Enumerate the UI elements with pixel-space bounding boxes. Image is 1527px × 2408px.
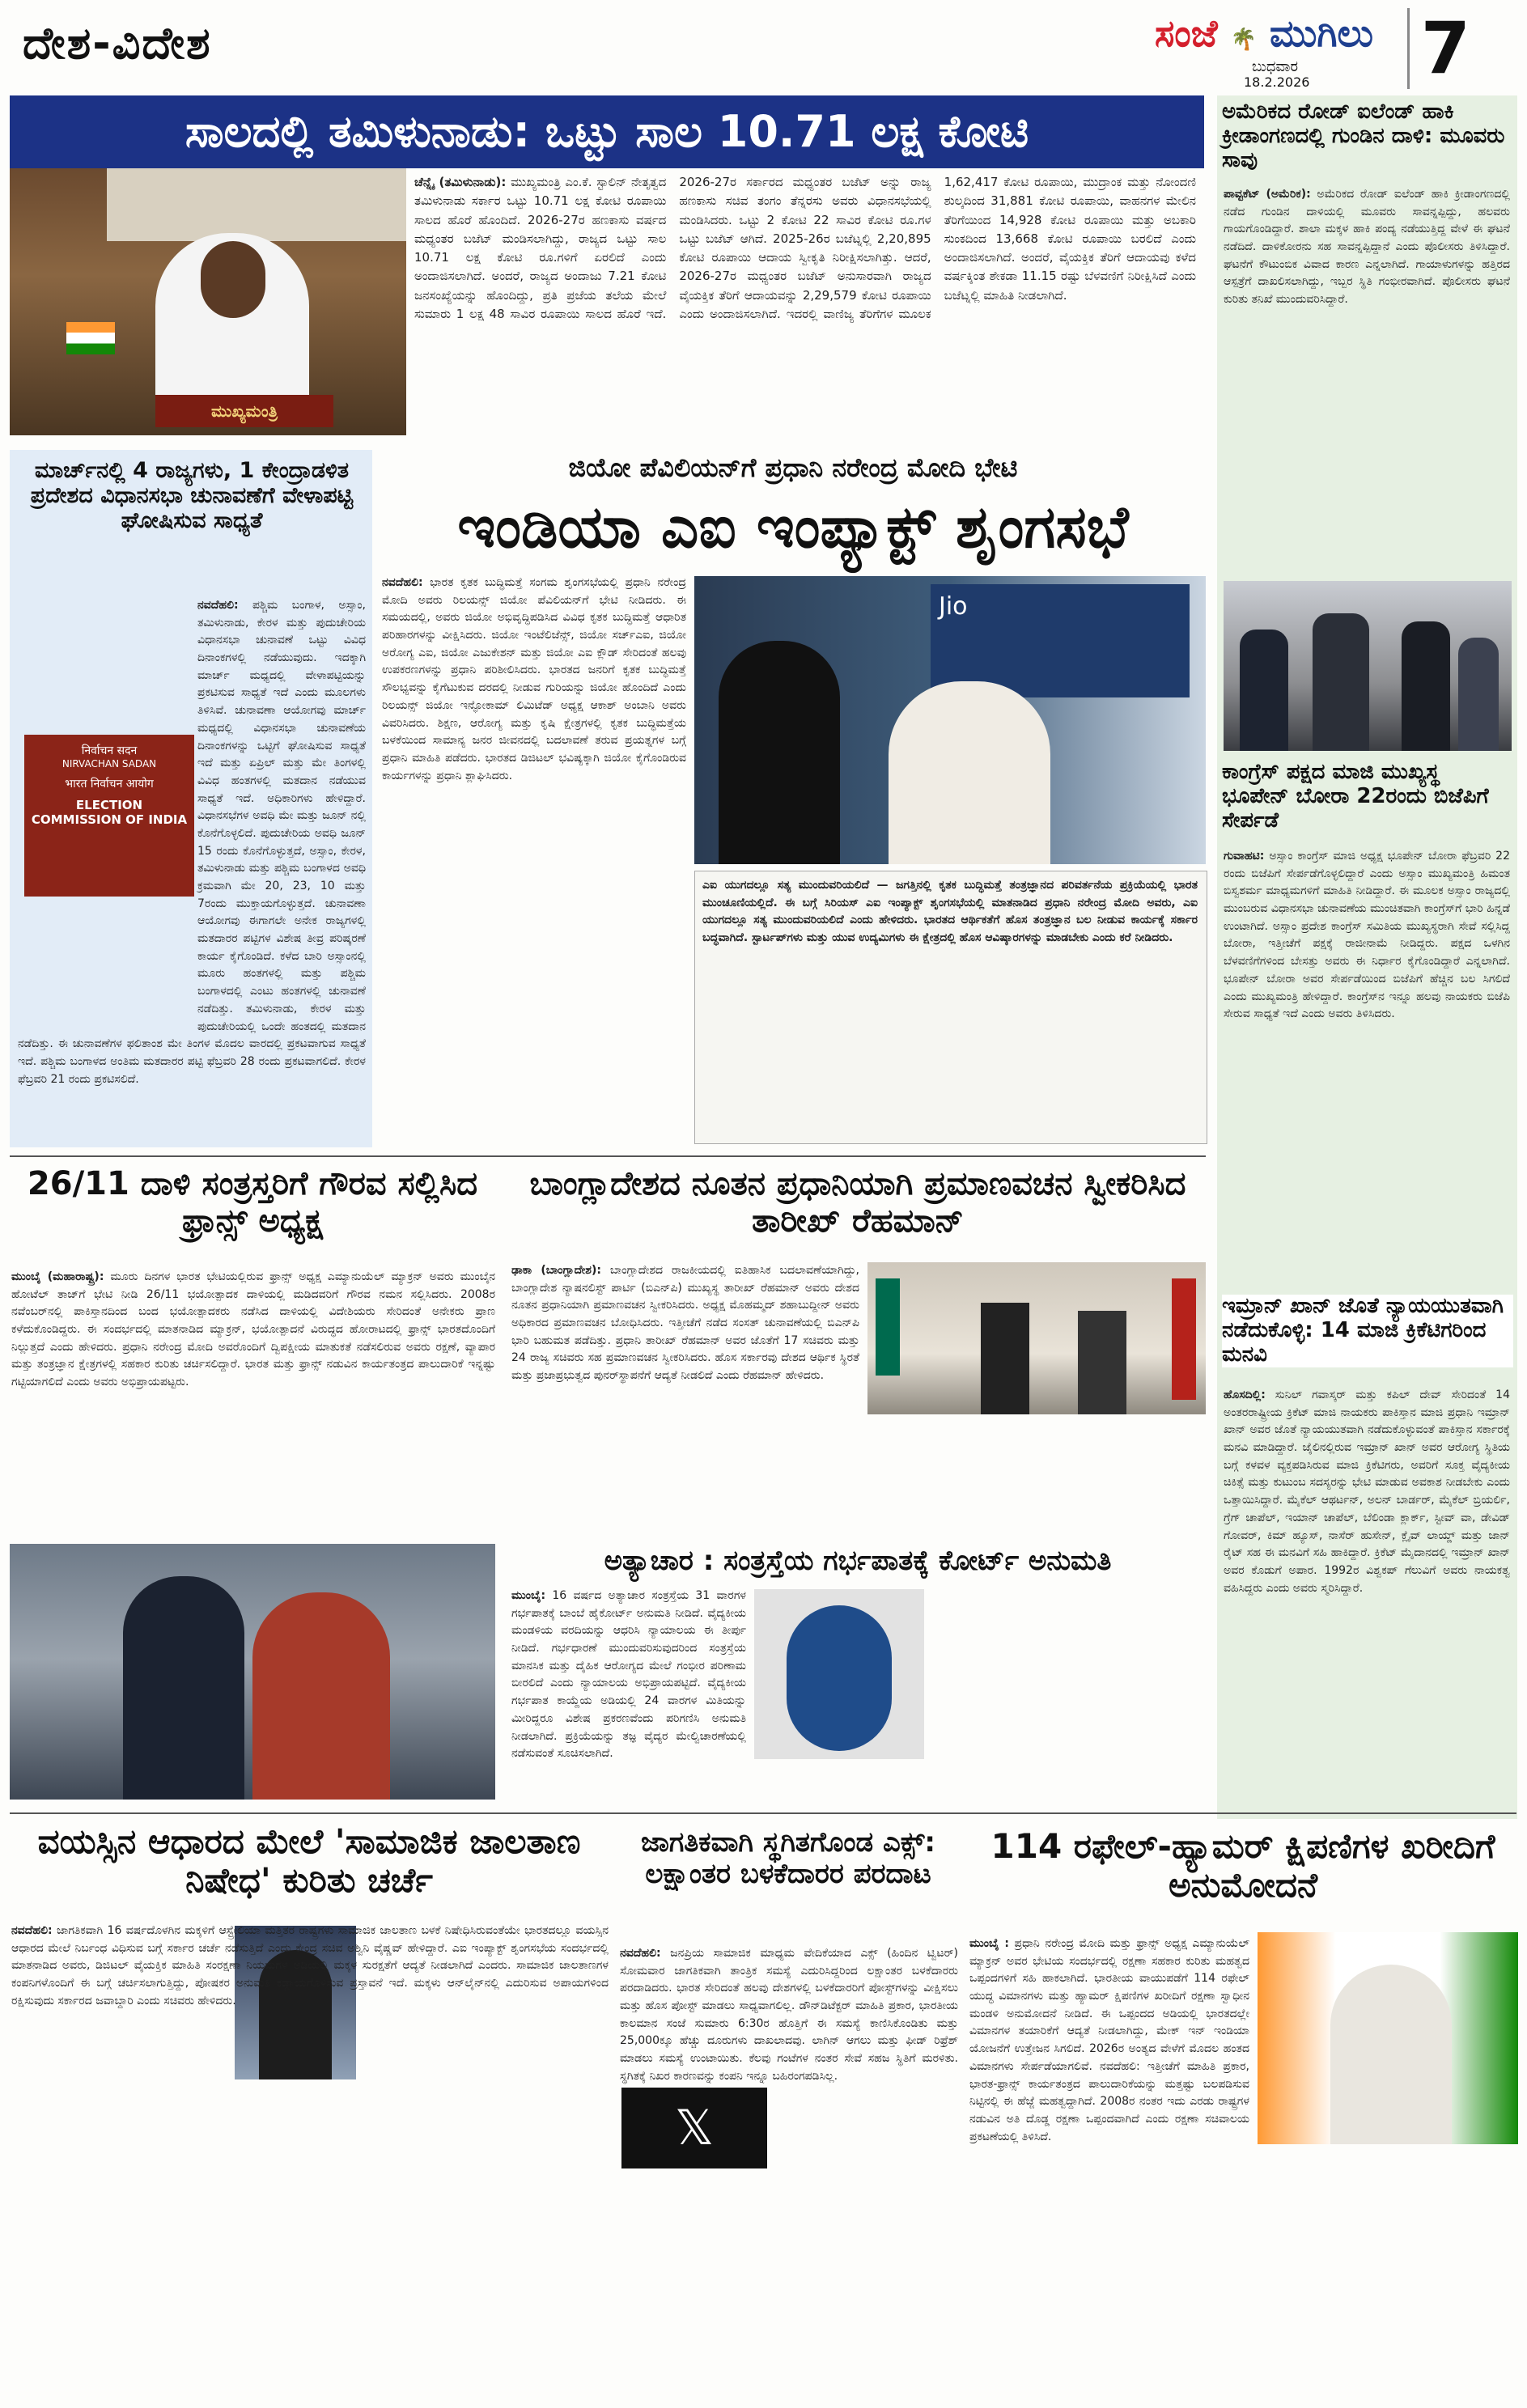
person-figure (719, 641, 840, 864)
congress-dateline: ಗುವಾಹಟಿ: (1224, 850, 1265, 863)
person-figure (1240, 630, 1288, 751)
lead-body (414, 173, 1196, 434)
imran-headline: ಇಮ್ರಾನ್ ಖಾನ್ ಜೊತೆ ನ್ಯಾಯಯುತವಾಗಿ ನಡೆದುಕೊಳ್ಳಿ: 14 ಮಾಜಿ ಕ್ರಿಕೆಟಿಗರಿಂದ ಮನವಿ (1222, 1295, 1513, 1367)
photo-caption: ಮುಖ್ಯಮಂತ್ರಿ (155, 395, 333, 427)
summit-headline: ಇಂಡಿಯಾ ಎಐ ಇಂಪ್ಯಾಕ್ಟ್ ಶೃಂಗಸಭೆ (457, 493, 1129, 561)
brand-logo (1155, 11, 1373, 57)
person-figure (1402, 621, 1450, 751)
flag-icon (876, 1278, 900, 1376)
france-body (11, 1269, 495, 1536)
summit-box-text: ಎಐ ಯುಗದಲ್ಲೂ ಸತ್ಯ ಮುಂದುವರಿಯಲಿದೆ — ಜಗತ್ತಿನಲ್ಲಿ ಕೃತಕ ಬುದ್ಧಿಮತ್ತೆ ತಂತ್ರಜ್ಞಾನದ ಪರಿವರ್ತನೆಯ ಪ್ರಕ್ರಿಯೆಯಲ್ಲಿ ಭಾರತ ಮುಂಚೂಣಿಯಲ್ಲಿದೆ. ಈ ಬಗ್ಗೆ ಸಿರಿಯಸ್ ಎಐ ಇಂಪ್ಯಾಕ್ಟ್ ಶೃಂಗಸಭೆಯಲ್ಲಿ ಮಾತನಾಡಿದ ಪ್ರಧಾನಿ ನರೇಂದ್ರ ಮೋದಿ ಅವರು, ಎಐ ಯುಗದಲ್ಲೂ ಸತ್ಯ ಮುಂದುವರಿಯಲಿದೆ ಎಂದು ಹೇಳಿದರು. ಭಾರತದ ಆರ್ಥಿಕತೆಗೆ ಹೊಸ ತಂತ್ರಜ್ಞಾನ ಬಲ ನೀಡುವ ಕಾರ್ಯಕ್ಕೆ ಸರ್ಕಾರ ಬದ್ಧವಾಗಿದೆ. ಸ್ಟಾರ್ಟಪ್‌ಗಳು ಮತ್ತು ಯುವ ಉದ್ಯಮಿಗಳು ಈ ಕ್ಷೇತ್ರದಲ್ಲಿ ಹೊಸ ಆವಿಷ್ಕಾರಗಳನ್ನು ಮಾಡಬೇಕು ಎಂದು ಕರೆ ನೀಡಿದರು. (702, 879, 1198, 945)
court-body-cont (932, 1588, 1206, 1800)
congress-text: ಅಸ್ಸಾಂ ಕಾಂಗ್ರೆಸ್ ಮಾಜಿ ಅಧ್ಯಕ್ಷ ಭೂಪೇನ್ ಬೋರಾ ಫೆಬ್ರವರಿ 22 ರಂದು ಬಿಜೆಪಿಗೆ ಸೇರ್ಪಡೆಗೊಳ್ಳಲಿದ್ದಾರೆ ಎಂದು ಅಸ್ಸಾಂ ಮುಖ್ಯಮಂತ್ರಿ ಹಿಮಂತ ಬಿಸ್ವಶರ್ಮ ಮಾಧ್ಯಮಗಳಿಗೆ ಮಾಹಿತಿ ನೀಡಿದ್ದಾರೆ. ಈ ಮೂಲಕ ಅಸ್ಸಾಂ ರಾಜ್ಯದಲ್ಲಿ ಮುಂಬರುವ ವಿಧಾನಸಭಾ ಚುನಾವಣೆಯ ಮುಂಚಿತವಾಗಿ ಕಾಂಗ್ರೆಸ್‌ಗೆ ಭಾರಿ ಹಿನ್ನಡೆ ಉಂಟಾಗಿದೆ. ಅಸ್ಸಾಂ ಪ್ರದೇಶ ಕಾಂಗ್ರೆಸ್ ಸಮಿತಿಯ ಮುಖ್ಯಸ್ಥರಾಗಿ ಸೇವೆ ಸಲ್ಲಿಸಿದ್ದ ಬೋರಾ, ಇತ್ತೀಚೆಗೆ ಪಕ್ಷಕ್ಕೆ ರಾಜೀನಾಮೆ ನೀಡಿದ್ದರು. ಪಕ್ಷದ ಒಳಗಿನ ಬೆಳವಣಿಗೆಗಳಿಂದ ಬೇಸತ್ತು ಅವರು ಈ ನಿರ್ಧಾರ ಕೈಗೊಂಡಿದ್ದಾರೆ ಎನ್ನಲಾಗಿದೆ. ಭೂಪೇನ್ ಬೋರಾ ಅವರ ಸೇರ್ಪಡೆಯಿಂದ ಬಿಜೆಪಿಗೆ ಹೆಚ್ಚಿನ ಬಲ ಸಿಗಲಿದೆ ಎಂದು ಮುಖ್ಯಮಂತ್ರಿ ಹೇಳಿದ್ದಾರೆ. ಕಾಂಗ್ರೆಸ್‌ನ ಇನ್ನೂ ಹಲವು ನಾಯಕರು ಬಿಜೆಪಿ ಸೇರುವ ಸಾಧ್ಯತೆ ಇದೆ ಎಂದು ಅವರು ತಿಳಿಸಿದರು. (1224, 850, 1510, 1021)
summit-body (382, 574, 686, 1145)
rafale-dateline: ಮುಂಬೈ : (969, 1937, 1009, 1950)
summit-kicker: ಜಿಯೋ ಪೆವಿಲಿಯನ್‌ಗೆ ಪ್ರಧಾನಿ ನರೇಂದ್ರ ಮೋದಿ ಭೇಟಿ (568, 452, 1018, 483)
imran-dateline: ಹೊಸದಿಲ್ಲಿ: (1224, 1388, 1266, 1401)
elections-body (18, 597, 366, 1139)
lead-dateline: ಚೆನ್ನೈ (ತಮಿಳುನಾಡು): (414, 175, 507, 189)
rafale-headline: 114 ರಫೇಲ್-ಹ್ಯಾಮರ್ ಕ್ಷಿಪಣಿಗಳ ಖರೀದಿಗೆ ಅನುಮೋದನೆ (990, 1826, 1495, 1906)
court-photo (754, 1589, 924, 1759)
issue-day: ಬುಧವಾರ (1252, 58, 1298, 75)
social-headline: ವಯಸ್ಸಿನ ಆಧಾರದ ಮೇಲೆ 'ಸಾಮಾಜಿಕ ಜಾಲತಾಣ ನಿಷೇಧ' ಕುರಿತು ಚರ್ಚೆ (37, 1821, 581, 1901)
summit-photo (694, 576, 1206, 864)
x-headline: ಜಾಗತಿಕವಾಗಿ ಸ್ಥಗಿತಗೊಂಡ ಎಕ್ಸ್: ಲಕ್ಷಾಂತರ ಬಳಕೆದಾರರ ಪರದಾಟ (641, 1826, 935, 1891)
flag-icon (66, 322, 115, 354)
person-head (201, 241, 265, 318)
palm-icon: 🌴 (1230, 28, 1257, 52)
person-figure (981, 1303, 1029, 1414)
sign-line-1: निर्वाचन सदन (81, 744, 138, 757)
elections-headline: ಮಾರ್ಚ್‌ನಲ್ಲಿ 4 ರಾಜ್ಯಗಳು, 1 ಕೇಂದ್ರಾಡಳಿತ ಪ್ರದೇಶದ ವಿಧಾನಸಭಾ ಚುನಾವಣೆಗೆ ವೇಳಾಪಟ್ಟಿ ಘೋಷಿಸುವ ಸಾಧ್ಯತೆ (30, 458, 354, 534)
sign-line-4: ELECTION COMMISSION OF INDIA (31, 798, 188, 827)
flag-icon (1172, 1278, 1196, 1400)
summit-text: ಭಾರತ ಕೃತಕ ಬುದ್ಧಿಮತ್ತೆ ಸಂಗಮ ಶೃಂಗಸಭೆಯಲ್ಲಿ ಪ್ರಧಾನಿ ನರೇಂದ್ರ ಮೋದಿ ಅವರು ರಿಲಯನ್ಸ್ ಜಿಯೋ ಪೆವಿಲಿಯನ್‌ಗೆ ಭೇಟಿ ನೀಡಿದರು. ಈ ಸಮಯದಲ್ಲಿ, ಅವರು ಜಿಯೋ ಅಭಿವೃದ್ಧಿಪಡಿಸಿದ ವಿವಿಧ ಕೃತಕ ಬುದ್ಧಿಮತ್ತೆ ಆಧಾರಿತ ಪರಿಹಾರಗಳನ್ನು ವೀಕ್ಷಿಸಿದರು. ಜಿಯೋ ಇಂಟೆಲಿಜೆನ್ಸ್, ಜಿಯೋ ಸರ್ಚ್ಎಐ, ಜಿಯೋ ಅರೋಗ್ಯ ಎಐ, ಜಿಯೋ ಎಜುಕೇಶನ್ ಮತ್ತು ಜಿಯೋ ಎಐ ಕ್ಲೌಡ್ ಸೇರಿದಂತೆ ಹಲವು ಉಪಕರಣಗಳನ್ನು ಪ್ರಧಾನಿ ಪರಿಶೀಲಿಸಿದರು. ಭಾರತದ ಜನರಿಗೆ ಕೃತಕ ಬುದ್ಧಿಮತ್ತೆ ಸೌಲಭ್ಯವನ್ನು ಕೈಗೆಟುಕುವ ದರದಲ್ಲಿ ನೀಡುವ ಗುರಿಯನ್ನು ಜಿಯೋ ಹೊಂದಿದೆ ಎಂದು ರಿಲಯನ್ಸ್ ಜಿಯೋ ಇನ್ಫೋಕಾಮ್ ಲಿಮಿಟೆಡ್ ಅಧ್ಯಕ್ಷ ಆಕಾಶ್ ಅಂಬಾನಿ ಅವರು ವಿವರಿಸಿದರು. ಶಿಕ್ಷಣ, ಆರೋಗ್ಯ ಮತ್ತು ಕೃಷಿ ಕ್ಷೇತ್ರಗಳಲ್ಲಿ ಕೃತಕ ಬುದ್ಧಿಮತ್ತೆಯ ಬಳಕೆಯಿಂದ ಸಾಮಾನ್ಯ ಜನರ ಜೀವನದಲ್ಲಿ ಬದಲಾವಣೆ ತರುವ ಪ್ರಯತ್ನಗಳ ಬಗ್ಗೆ ಪ್ರಧಾನಿ ಮಾಹಿತಿ ಪಡೆದರು. ಭಾರತದ ಡಿಜಿಟಲ್ ಭವಿಷ್ಯಕ್ಕಾಗಿ ಜಿಯೋ ಕೈಗೊಂಡಿರುವ ಕಾರ್ಯಗಳನ್ನು ಪ್ರಧಾನಿ ಶ್ಲಾಘಿಸಿದರು. (382, 576, 686, 782)
rafale-body (969, 1935, 1249, 2401)
section-title: ದೇಶ-ವಿದೇಶ (23, 18, 212, 69)
france-text: ಮೂರು ದಿನಗಳ ಭಾರತ ಭೇಟಿಯಲ್ಲಿರುವ ಫ್ರಾನ್ಸ್ ಅಧ್ಯಕ್ಷ ಎಮ್ಯಾನುಯೆಲ್ ಮ್ಯಾಕ್ರನ್ ಅವರು ಮುಂಬೈನ ಹೋಟೆಲ್ ತಾಜ್‌ಗೆ ಭೇಟಿ ನೀಡಿ 26/11 ಭಯೋತ್ಪಾದಕ ದಾಳಿಯಲ್ಲಿ ಮಡಿದವರಿಗೆ ಗೌರವ ನಮನ ಸಲ್ಲಿಸಿದರು. 2008ರ ನವೆಂಬರ್‌ನಲ್ಲಿ ಪಾಕಿಸ್ತಾನದಿಂದ ಬಂದ ಭಯೋತ್ಪಾದಕರು ನಡೆಸಿದ ದಾಳಿಯಲ್ಲಿ ವಿದೇಶಿಯರು ಸೇರಿದಂತೆ ಅನೇಕರು ಪ್ರಾಣ ಕಳೆದುಕೊಂಡಿದ್ದರು. ಈ ಸಂದರ್ಭದಲ್ಲಿ ಮಾತನಾಡಿದ ಮ್ಯಾಕ್ರನ್, ಭಯೋತ್ಪಾದನೆ ವಿರುದ್ಧದ ಹೋರಾಟದಲ್ಲಿ ಫ್ರಾನ್ಸ್ ಭಾರತದೊಂದಿಗೆ ನಿಲ್ಲುತ್ತದೆ ಎಂದು ಹೇಳಿದರು. ಪ್ರಧಾನಿ ನರೇಂದ್ರ ಮೋದಿ ಅವರೊಂದಿಗೆ ದ್ವಿಪಕ್ಷೀಯ ಮಾತುಕತೆ ನಡೆಸಲಿರುವ ಅವರು ರಕ್ಷಣೆ, ವ್ಯಾಪಾರ ಮತ್ತು ತಂತ್ರಜ್ಞಾನ ಕ್ಷೇತ್ರಗಳಲ್ಲಿ ಸಹಕಾರ ಕುರಿತು ಚರ್ಚಿಸಲಿದ್ದಾರೆ. ಭಾರತ ಮತ್ತು ಫ್ರಾನ್ಸ್ ನಡುವಿನ ಕಾರ್ಯತಂತ್ರದ ಪಾಲುದಾರಿಕೆ ಇನ್ನಷ್ಟು ಗಟ್ಟಿಯಾಗಲಿದೆ ಎಂದು ಅವರು ಅಭಿಪ್ರಾಯಪಟ್ಟರು. (11, 1270, 495, 1389)
person-figure (787, 1605, 892, 1751)
france-photo (10, 1544, 495, 1800)
rhode-text: ಅಮೆರಿಕದ ರೋಡ್ ಐಲೆಂಡ್ ಹಾಕಿ ಕ್ರೀಡಾಂಗಣದಲ್ಲಿ ನಡೆದ ಗುಂಡಿನ ದಾಳಿಯಲ್ಲಿ ಮೂವರು ಸಾವನ್ನಪ್ಪಿದ್ದು, ಹಲವರು ಗಾಯಗೊಂಡಿದ್ದಾರೆ. ಶಾಲಾ ಮಕ್ಕಳ ಹಾಕಿ ಪಂದ್ಯ ನಡೆಯುತ್ತಿದ್ದ ವೇಳೆ ಈ ಘಟನೆ ನಡೆದಿದೆ. ದಾಳಿಕೋರನು ಸಹ ಸಾವನ್ನಪ್ಪಿದ್ದಾನೆ ಎಂದು ಪೊಲೀಸರು ತಿಳಿಸಿದ್ದಾರೆ. ಘಟನೆಗೆ ಕೌಟುಂಬಿಕ ವಿವಾದ ಕಾರಣ ಎನ್ನಲಾಗಿದೆ. ಗಾಯಾಳುಗಳನ್ನು ಹತ್ತಿರದ ಆಸ್ಪತ್ರೆಗೆ ದಾಖಲಿಸಲಾಗಿದ್ದು, ಇಬ್ಬರ ಸ್ಥಿತಿ ಗಂಭೀರವಾಗಿದೆ. ಪೊಲೀಸರು ಘಟನೆ ಕುರಿತು ತನಿಖೆ ಮುಂದುವರಿಸಿದ್ದಾರೆ. (1224, 188, 1510, 307)
rhode-dateline: ಪಾವ್ಟಕೆಟ್ (ಅಮೆರಿಕ): (1224, 188, 1311, 201)
france-headline: 26/11 ದಾಳಿ ಸಂತ್ರಸ್ತರಿಗೆ ಗೌರವ ಸಲ್ಲಿಸಿದ ಫ್ರಾನ್ಸ್ ಅಧ್ಯಕ್ಷ (27, 1165, 478, 1240)
photo-float-spacer (18, 728, 197, 1036)
imran-body (1224, 1387, 1510, 1816)
portraits-wall (107, 168, 406, 241)
jio-backdrop: Jio (931, 584, 1190, 697)
rafale-text: ಪ್ರಧಾನಿ ನರೇಂದ್ರ ಮೋದಿ ಮತ್ತು ಫ್ರಾನ್ಸ್ ಅಧ್ಯಕ್ಷ ಎಮ್ಯಾನುಯೆಲ್ ಮ್ಯಾಕ್ರನ್ ಅವರ ಭೇಟಿಯ ಸಂದರ್ಭದಲ್ಲಿ ರಕ್ಷಣಾ ಸಹಕಾರ ಕುರಿತು ಮಹತ್ವದ ಒಪ್ಪಂದಗಳಿಗೆ ಸಹಿ ಹಾಕಲಾಗಿದೆ. ಭಾರತೀಯ ವಾಯುಪಡೆಗೆ 114 ರಫೇಲ್ ಯುದ್ಧ ವಿಮಾನಗಳು ಮತ್ತು ಹ್ಯಾಮರ್ ಕ್ಷಿಪಣಿಗಳ ಖರೀದಿಗೆ ರಕ್ಷಣಾ ಸ್ವಾಧೀನ ಮಂಡಳಿ ಅನುಮೋದನೆ ನೀಡಿದೆ. ಈ ಒಪ್ಪಂದದ ಅಡಿಯಲ್ಲಿ ಭಾರತದಲ್ಲೇ ವಿಮಾನಗಳ ತಯಾರಿಕೆಗೆ ಆದ್ಯತೆ ನೀಡಲಾಗಿದ್ದು, ಮೇಕ್ ಇನ್ ಇಂಡಿಯಾ ಯೋಜನೆಗೆ ಉತ್ತೇಜನ ಸಿಗಲಿದೆ. 2026ರ ಅಂತ್ಯದ ವೇಳೆಗೆ ಮೊದಲ ಹಂತದ ವಿಮಾನಗಳು ಸೇರ್ಪಡೆಯಾಗಲಿವೆ. ನವದೆಹಲಿ: ಇತ್ತೀಚೆಗೆ ಮಾಹಿತಿ ಪ್ರಕಾರ, ಭಾರತ-ಫ್ರಾನ್ಸ್ ಕಾರ್ಯತಂತ್ರದ ಪಾಲುದಾರಿಕೆಯನ್ನು ಮತ್ತಷ್ಟು ಬಲಪಡಿಸುವ ನಿಟ್ಟಿನಲ್ಲಿ ಈ ಹೆಜ್ಜೆ ಮಹತ್ವದ್ದಾಗಿದೆ. 2008ರ ನಂತರ ಇದು ಎರಡು ರಾಷ್ಟ್ರಗಳ ನಡುವಿನ ಅತಿ ದೊಡ್ಡ ರಕ್ಷಣಾ ಒಪ್ಪಂದವಾಗಿದೆ ಎಂದು ರಕ್ಷಣಾ ಸಚಿವಾಲಯ ಪ್ರಕಟಣೆಯಲ್ಲಿ ತಿಳಿಸಿದೆ. (969, 1937, 1249, 2143)
congress-body (1224, 848, 1510, 1366)
x-logo-icon: 𝕏 (621, 2088, 767, 2168)
bangladesh-photo (867, 1262, 1206, 1414)
page-number: 7 (1407, 8, 1470, 89)
cm-photo (10, 168, 406, 435)
brand-name-a: ಸಂಜೆ (1155, 11, 1218, 55)
x-text: ಜನಪ್ರಿಯ ಸಾಮಾಜಿಕ ಮಾಧ್ಯಮ ವೇದಿಕೆಯಾದ ಎಕ್ಸ್ (ಹಿಂದಿನ ಟ್ವಿಟರ್) ಸೋಮವಾರ ಜಾಗತಿಕವಾಗಿ ತಾಂತ್ರಿಕ ಸಮಸ್ಯೆ ಎದುರಿಸಿದ್ದರಿಂದ ಲಕ್ಷಾಂತರ ಬಳಕೆದಾರರು ಪರದಾಡಿದರು. ಭಾರತ ಸೇರಿದಂತೆ ಹಲವು ದೇಶಗಳಲ್ಲಿ ಬಳಕೆದಾರರಿಗೆ ಪೋಸ್ಟ್‌ಗಳನ್ನು ವೀಕ್ಷಿಸಲು ಮತ್ತು ಹೊಸ ಪೋಸ್ಟ್ ಮಾಡಲು ಸಾಧ್ಯವಾಗಲಿಲ್ಲ. ಡೌನ್‌ಡಿಟೆಕ್ಟರ್ ಮಾಹಿತಿ ಪ್ರಕಾರ, ಭಾರತೀಯ ಕಾಲಮಾನ ಸಂಜೆ ಸುಮಾರು 6:30ರ ಹೊತ್ತಿಗೆ ಈ ಸಮಸ್ಯೆ ಕಾಣಿಸಿಕೊಂಡಿತು ಮತ್ತು 25,000ಕ್ಕೂ ಹೆಚ್ಚು ದೂರುಗಳು ದಾಖಲಾದವು. ಲಾಗಿನ್ ಆಗಲು ಮತ್ತು ಫೀಡ್ ರಿಫ್ರೆಶ್ ಮಾಡಲು ಸಮಸ್ಯೆ ಉಂಟಾಯಿತು. ಕೆಲವು ಗಂಟೆಗಳ ನಂತರ ಸೇವೆ ಸಹಜ ಸ್ಥಿತಿಗೆ ಮರಳಿತು. ಸ್ಥಗಿತಕ್ಕೆ ನಿಖರ ಕಾರಣವನ್ನು ಕಂಪನಿ ಇನ್ನೂ ಬಹಿರಂಗಪಡಿಸಿಲ್ಲ. (620, 1947, 958, 2083)
elections-text: ಪಶ್ಚಿಮ ಬಂಗಾಳ, ಅಸ್ಸಾಂ, ತಮಿಳುನಾಡು, ಕೇರಳ ಮತ್ತು ಪುದುಚೇರಿಯ ವಿಧಾನಸಭಾ ಚುನಾವಣೆ ಒಟ್ಟು ವಿವಿಧ ದಿನಾಂಕಗಳಲ್ಲಿ ನಡೆಯುವುದು. ಇದಕ್ಕಾಗಿ ಮಾರ್ಚ್ ಮಧ್ಯದಲ್ಲಿ ವೇಳಾಪಟ್ಟಿಯನ್ನು ಪ್ರಕಟಿಸುವ ಸಾಧ್ಯತೆ ಇದೆ ಎಂದು ಮೂಲಗಳು ತಿಳಿಸಿವೆ. ಚುನಾವಣಾ ಆಯೋಗವು ಮಾರ್ಚ್ ಮಧ್ಯದಲ್ಲಿ ವಿಧಾನಸಭಾ ಚುನಾವಣೆಯ ದಿನಾಂಕಗಳನ್ನು ಒಟ್ಟಿಗೆ ಘೋಷಿಸುವ ಸಾಧ್ಯತೆ ಇದೆ ಮತ್ತು ಏಪ್ರಿಲ್ ಮತ್ತು ಮೇ ತಿಂಗಳಲ್ಲಿ ವಿವಿಧ ಹಂತಗಳಲ್ಲಿ ಮತದಾನ ನಡೆಯುವ ಸಾಧ್ಯತೆ ಇದೆ. ಅಧಿಕಾರಿಗಳು ಹೇಳಿದ್ದಾರೆ. ವಿಧಾನಸಭೆಗಳ ಅವಧಿ ಮೇ ಮತ್ತು ಜೂನ್ ನಲ್ಲಿ ಕೊನೆಗೊಳ್ಳಲಿದೆ. ಪುದುಚೇರಿಯ ಅವಧಿ ಜೂನ್ 15 ರಂದು ಕೊನೆಗೊಳ್ಳುತ್ತದೆ, ಅಸ್ಸಾಂ, ಕೇರಳ, ತಮಿಳುನಾಡು ಮತ್ತು ಪಶ್ಚಿಮ ಬಂಗಾಳದ ಅವಧಿ ಕ್ರಮವಾಗಿ ಮೇ 20, 23, 10 ಮತ್ತು 7ರಂದು ಮುಕ್ತಾಯಗೊಳ್ಳುತ್ತದೆ. ಚುನಾವಣಾ ಆಯೋಗವು ಈಗಾಗಲೇ ಅನೇಕ ರಾಜ್ಯಗಳಲ್ಲಿ ಮತದಾರರ ಪಟ್ಟಿಗಳ ವಿಶೇಷ ತೀವ್ರ ಪರಿಷ್ಕರಣೆ ಕಾರ್ಯ ಕೈಗೊಂಡಿದೆ. ಕಳೆದ ಬಾರಿ ಅಸ್ಸಾಂನಲ್ಲಿ ಮೂರು ಹಂತಗಳಲ್ಲಿ ಮತ್ತು ಪಶ್ಚಿಮ ಬಂಗಾಳದಲ್ಲಿ ಎಂಟು ಹಂತಗಳಲ್ಲಿ ಚುನಾವಣೆ ನಡೆದಿತ್ತು. ತಮಿಳುನಾಡು, ಕೇರಳ ಮತ್ತು ಪುದುಚೇರಿಯಲ್ಲಿ ಒಂದೇ ಹಂತದಲ್ಲಿ ಮತದಾನ ನಡೆದಿತ್ತು. ಈ ಚುನಾವಣೆಗಳ ಫಲಿತಾಂಶ ಮೇ ತಿಂಗಳ ಮೊದಲ ವಾರದಲ್ಲಿ ಪ್ರಕಟವಾಗುವ ಸಾಧ್ಯತೆ ಇದೆ. ಪಶ್ಚಿಮ ಬಂಗಾಳದ ಅಂತಿಮ ಮತದಾರರ ಪಟ್ಟಿ ಫೆಬ್ರವರಿ 28 ರಂದು ಪ್ರಕಟವಾಗಲಿದೆ. ಕೇರಳ ಫೆಬ್ರವರಿ 21 ರಂದು ಪ್ರಕಟಿಸಲಿದೆ. (18, 599, 366, 1086)
issue-date: 18.2.2026 (1244, 74, 1310, 90)
lead-headline: ಸಾಲದಲ್ಲಿ ತಮಿಳುನಾಡು: ಒಟ್ಟು ಸಾಲ 10.71 ಲಕ್ಷ ಕೋಟಿ (10, 95, 1204, 168)
court-body (511, 1588, 746, 1800)
person-figure (1458, 638, 1499, 751)
social-dateline: ನವದೆಹಲಿ: (11, 1924, 53, 1937)
court-dateline: ಮುಂಬೈ: (511, 1589, 546, 1602)
bangladesh-text: ಬಾಂಗ್ಲಾದೇಶದ ರಾಜಕೀಯದಲ್ಲಿ ಐತಿಹಾಸಿಕ ಬದಲಾವಣೆಯಾಗಿದ್ದು, ಬಾಂಗ್ಲಾದೇಶ ನ್ಯಾಷನಲಿಸ್ಟ್ ಪಾರ್ಟಿ (ಬಿಎನ್‌ಪಿ) ಮುಖ್ಯಸ್ಥ ತಾರೀಖ್ ರೆಹಮಾನ್ ಅವರು ದೇಶದ ನೂತನ ಪ್ರಧಾನಿಯಾಗಿ ಪ್ರಮಾಣವಚನ ಸ್ವೀಕರಿಸಿದರು. ಅಧ್ಯಕ್ಷ ಮೊಹಮ್ಮದ್ ಶಹಾಬುದ್ದೀನ್ ಅವರು ಅಧಿಕಾರದ ಪ್ರಮಾಣವಚನ ಬೋಧಿಸಿದರು. ಇತ್ತೀಚೆಗೆ ನಡೆದ ಸಂಸತ್ ಚುನಾವಣೆಯಲ್ಲಿ ಬಿಎನ್‌ಪಿ ಭಾರಿ ಬಹುಮತ ಪಡೆದಿತ್ತು. ಪ್ರಧಾನಿ ತಾರೀಖ್ ರೆಹಮಾನ್ ಅವರ ಜೊತೆಗೆ 17 ಸಚಿವರು ಮತ್ತು 24 ರಾಜ್ಯ ಸಚಿವರು ಸಹ ಪ್ರಮಾಣವಚನ ಸ್ವೀಕರಿಸಿದರು. ಹೊಸ ಸರ್ಕಾರವು ದೇಶದ ಆರ್ಥಿಕ ಸ್ಥಿರತೆ ಮತ್ತು ಪ್ರಜಾಪ್ರಭುತ್ವದ ಪುನರ್‌ಸ್ಥಾಪನೆಗೆ ಆದ್ಯತೆ ನೀಡಲಿದೆ ಎಂದು ರೆಹಮಾನ್ ಹೇಳಿದರು. (511, 1264, 859, 1383)
person-figure (1330, 1965, 1452, 2144)
lead-text: ಮುಖ್ಯಮಂತ್ರಿ ಎಂ.ಕೆ. ಸ್ಟಾಲಿನ್ ನೇತೃತ್ವದ ತಮಿಳುನಾಡು ಸರ್ಕಾರ ಒಟ್ಟು 10.71 ಲಕ್ಷ ಕೋಟಿ ರೂಪಾಯಿ ಸಾಲದ ಹೊರೆ ಹೊಂದಿದೆ. 2026-27ರ ಹಣಕಾಸು ವರ್ಷದ ಮಧ್ಯಂತರ ಬಜೆಟ್ ಮಂಡಿಸಲಾಗಿದ್ದು, ರಾಜ್ಯದ ಒಟ್ಟು ಸಾಲ 10.71 ಲಕ್ಷ ಕೋಟಿ ರೂ.ಗಳಿಗೆ ಏರಲಿದೆ ಎಂದು ಅಂದಾಜಿಸಲಾಗಿದೆ. ಅಂದರೆ, ರಾಜ್ಯದ ಅಂದಾಜು 7.21 ಕೋಟಿ ಜನಸಂಖ್ಯೆಯನ್ನು ಹೊಂದಿದ್ದು, ಪ್ರತಿ ಪ್ರಜೆಯ ತಲೆಯ ಮೇಲೆ ಸುಮಾರು 1 ಲಕ್ಷ 48 ಸಾವಿರ ರೂಪಾಯಿ ಸಾಲದ ಹೊರೆ ಇದೆ. 2026-27ರ ಸರ್ಕಾರದ ಮಧ್ಯಂತರ ಬಜೆಟ್ ಅನ್ನು ರಾಜ್ಯ ಹಣಕಾಸು ಸಚಿವ ತಂಗಂ ತೆನ್ನರಸು ಅವರು ವಿಧಾನಸಭೆಯಲ್ಲಿ ಮಂಡಿಸಿದರು. ಒಟ್ಟು 2 ಕೋಟಿ 22 ಸಾವಿರ ಕೋಟಿ ರೂ.ಗಳ ಒಟ್ಟು ಬಜೆಟ್ ಆಗಿದೆ. 2025-26ರ ಬಜೆಟ್ನಲ್ಲಿ 2,20,895 ಕೋಟಿ ರೂಪಾಯಿ ಆದಾಯ ಸ್ವೀಕೃತಿ ನಿರೀಕ್ಷಿಸಲಾಗಿತ್ತು. ಆದರೆ, 2026-27ರ ಮಧ್ಯಂತರ ಬಜೆಟ್ ಅನುಸಾರವಾಗಿ ರಾಜ್ಯದ ವೈಯಕ್ತಿಕ ತೆರಿಗೆ ಆದಾಯವನ್ನು 2,29,579 ಕೋಟಿ ರೂಪಾಯಿ ಎಂದು ಅಂದಾಜಿಸಲಾಗಿದೆ. ಇದರಲ್ಲಿ ವಾಣಿಜ್ಯ ತೆರಿಗೆಗಳ ಮೂಲಕ 1,62,417 ಕೋಟಿ ರೂಪಾಯಿ, ಮುದ್ರಾಂಕ ಮತ್ತು ನೋಂದಣಿ ಶುಲ್ಕದಿಂದ 31,881 ಕೋಟಿ ರೂಪಾಯಿ, ವಾಹನಗಳ ಮೇಲಿನ ತೆರಿಗೆಯಿಂದ 14,928 ಕೋಟಿ ರೂಪಾಯಿ ಮತ್ತು ಅಬಕಾರಿ ಸುಂಕದಿಂದ 13,668 ಕೋಟಿ ರೂಪಾಯಿ ಬರಲಿದೆ ಎಂದು ಅಂದಾಜಿಸಲಾಗಿದೆ. ಅಂದರೆ, ವೈಯಕ್ತಿಕ ತೆರಿಗೆ ಆದಾಯವು ಕಳೆದ ವರ್ಷಕ್ಕಿಂತ ಶೇಕಡಾ 11.15 ರಷ್ಟು ಬೆಳವಣಿಗೆ ನಿರೀಕ್ಷಿಸಿದೆ ಎಂದು ಬಜೆಟ್ನಲ್ಲಿ ಮಾಹಿತಿ ನೀಡಲಾಗಿದೆ. (414, 175, 1196, 321)
person-figure (1078, 1311, 1126, 1414)
person-figure (123, 1576, 244, 1800)
rhode-body (1224, 186, 1510, 566)
congress-headline: ಕಾಂಗ್ರೆಸ್ ಪಕ್ಷದ ಮಾಜಿ ಮುಖ್ಯಸ್ಥ ಭೂಪೇನ್ ಬೋರಾ 22ರಂದು ಬಿಜೆಪಿಗೆ ಸೇರ್ಪಡೆ (1222, 760, 1489, 833)
bangladesh-dateline: ಢಾಕಾ (ಬಾಂಗ್ಲಾದೇಶ): (511, 1264, 601, 1277)
court-text: 16 ವರ್ಷದ ಅತ್ಯಾಚಾರ ಸಂತ್ರಸ್ತೆಯ 31 ವಾರಗಳ ಗರ್ಭಪಾತಕ್ಕೆ ಬಾಂಬೆ ಹೈಕೋರ್ಟ್ ಅನುಮತಿ ನೀಡಿದೆ. ವೈದ್ಯಕೀಯ ಮಂಡಳಿಯ ವರದಿಯನ್ನು ಆಧರಿಸಿ ನ್ಯಾಯಾಲಯ ಈ ತೀರ್ಪು ನೀಡಿದೆ. ಗರ್ಭಧಾರಣೆ ಮುಂದುವರಿಸುವುದರಿಂದ ಸಂತ್ರಸ್ತೆಯ ಮಾನಸಿಕ ಮತ್ತು ದೈಹಿಕ ಆರೋಗ್ಯದ ಮೇಲೆ ಗಂಭೀರ ಪರಿಣಾಮ ಬೀರಲಿದೆ ಎಂದು ನ್ಯಾಯಾಲಯ ಅಭಿಪ್ರಾಯಪಟ್ಟಿದೆ. ವೈದ್ಯಕೀಯ ಗರ್ಭಪಾತ ಕಾಯ್ದೆಯ ಅಡಿಯಲ್ಲಿ 24 ವಾರಗಳ ಮಿತಿಯನ್ನು ಮೀರಿದ್ದರೂ ವಿಶೇಷ ಪ್ರಕರಣವೆಂದು ಪರಿಗಣಿಸಿ ಅನುಮತಿ ನೀಡಲಾಗಿದೆ. ಪ್ರಕ್ರಿಯೆಯನ್ನು ತಜ್ಞ ವೈದ್ಯರ ಮೇಲ್ವಿಚಾರಣೆಯಲ್ಲಿ ನಡೆಸುವಂತೆ ಸೂಚಿಸಲಾಗಿದೆ. (511, 1589, 746, 1761)
sign-line-3: भारत निर्वाचन आयोग (65, 778, 154, 791)
court-headline: ಅತ್ಯಾಚಾರ : ಸಂತ್ರಸ್ತೆಯ ಗರ್ಭಪಾತಕ್ಕೆ ಕೋರ್ಟ್ ಅನುಮತಿ (604, 1545, 1112, 1577)
rhode-headline: ಅಮೆರಿಕದ ರೋಡ್ ಐಲೆಂಡ್ ಹಾಕಿ ಕ್ರೀಡಾಂಗಣದಲ್ಲಿ ಗುಂಡಿನ ದಾಳಿ: ಮೂವರು ಸಾವು (1222, 100, 1505, 172)
person-figure (252, 1592, 390, 1800)
bangladesh-headline: ಬಾಂಗ್ಲಾದೇಶದ ನೂತನ ಪ್ರಧಾನಿಯಾಗಿ ಪ್ರಮಾಣವಚನ ಸ್ವೀಕರಿಸಿದ ತಾರೀಖ್ ರೆಹಮಾನ್ (529, 1165, 1186, 1240)
divider (10, 1812, 1516, 1814)
x-dateline: ನವದೆಹಲಿ: (620, 1947, 661, 1960)
imran-text: ಸುನಿಲ್ ಗವಾಸ್ಕರ್ ಮತ್ತು ಕಪಿಲ್ ದೇವ್ ಸೇರಿದಂತೆ 14 ಅಂತರರಾಷ್ಟ್ರೀಯ ಕ್ರಿಕೆಟ್ ಮಾಜಿ ನಾಯಕರು ಪಾಕಿಸ್ತಾನ ಮಾಜಿ ಪ್ರಧಾನಿ ಇಮ್ರಾನ್ ಖಾನ್ ಅವರ ಜೊತೆ ನ್ಯಾಯಯುತವಾಗಿ ನಡೆದುಕೊಳ್ಳುವಂತೆ ಪಾಕಿಸ್ತಾನ ಸರ್ಕಾರಕ್ಕೆ ಮನವಿ ಮಾಡಿದ್ದಾರೆ. ಜೈಲಿನಲ್ಲಿರುವ ಇಮ್ರಾನ್ ಖಾನ್ ಅವರ ಆರೋಗ್ಯ ಸ್ಥಿತಿಯ ಬಗ್ಗೆ ಕಳವಳ ವ್ಯಕ್ತಪಡಿಸಿರುವ ಮಾಜಿ ಕ್ರಿಕೆಟಿಗರು, ಅವರಿಗೆ ಸೂಕ್ತ ವೈದ್ಯಕೀಯ ಚಿಕಿತ್ಸೆ ಮತ್ತು ಕುಟುಂಬ ಸದಸ್ಯರನ್ನು ಭೇಟಿ ಮಾಡುವ ಅವಕಾಶ ನೀಡಬೇಕು ಎಂದು ಒತ್ತಾಯಿಸಿದ್ದಾರೆ. ಮೈಕೆಲ್ ಆಥರ್ಟನ್, ಅಲನ್ ಬಾರ್ಡರ್, ಮೈಕೆಲ್ ಬ್ರಿಯರ್ಲಿ, ಗ್ರೆಗ್ ಚಾಪೆಲ್, ಇಯಾನ್ ಚಾಪೆಲ್, ಬೆಲಿಂಡಾ ಕ್ಲಾರ್ಕ್, ಸ್ಟೀವ್ ವಾ, ಡೇವಿಡ್ ಗೋವರ್, ಕಿಮ್ ಹ್ಯೂಸ್, ನಾಸೆರ್ ಹುಸೇನ್, ಕ್ಲೈವ್ ಲಾಯ್ಡ್ ಮತ್ತು ಜಾನ್ ರೈಟ್ ಸಹ ಈ ಮನವಿಗೆ ಸಹಿ ಹಾಕಿದ್ದಾರೆ. ಕ್ರಿಕೆಟ್ ಮೈದಾನದಲ್ಲಿ ಇಮ್ರಾನ್ ಖಾನ್ ಅವರ ಕೊಡುಗೆ ಅಪಾರ. 1992ರ ವಿಶ್ವಕಪ್ ಗೆಲುವಿಗೆ ಅವರು ನಾಯಕತ್ವ ವಹಿಸಿದ್ದರು ಎಂದು ಅವರು ಸ್ಮರಿಸಿದ್ದಾರೆ. (1224, 1388, 1510, 1595)
summit-dateline: ನವದೆಹಲಿ: (382, 576, 423, 589)
france-dateline: ಮುಂಬೈ (ಮಹಾರಾಷ್ಟ್ರ): (11, 1270, 104, 1283)
social-text: ಜಾಗತಿಕವಾಗಿ 16 ವರ್ಷದೊಳಗಿನ ಮಕ್ಕಳಿಗೆ ಆಸ್ಟ್ರೇಲಿಯಾ ಮತ್ತಿತರ ರಾಷ್ಟ್ರಗಳು ಸಾಮಾಜಿಕ ಜಾಲತಾಣ ಬಳಕೆ ನಿಷೇಧಿಸಿರುವಂತೆಯೇ ಭಾರತದಲ್ಲೂ ವಯಸ್ಸಿನ ಆಧಾರದ ಮೇಲೆ ನಿರ್ಬಂಧ ವಿಧಿಸುವ ಬಗ್ಗೆ ಸರ್ಕಾರ ಚರ್ಚೆ ನಡೆಸುತ್ತಿದೆ ಎಂದು ಕೇಂದ್ರ ಸಚಿವ ಅಶ್ವಿನಿ ವೈಷ್ಣವ್ ಹೇಳಿದ್ದಾರೆ. ಎಐ ಇಂಪ್ಯಾಕ್ಟ್ ಶೃಂಗಸಭೆಯ ಸಂದರ್ಭದಲ್ಲಿ ಮಾತನಾಡಿದ ಅವರು, ಡಿಜಿಟಲ್ ವೈಯಕ್ತಿಕ ಮಾಹಿತಿ ಸಂರಕ್ಷಣಾ ನಿಯಮಗಳ ಅಡಿಯಲ್ಲಿ ಮಕ್ಕಳ ಸುರಕ್ಷತೆಗೆ ಆದ್ಯತೆ ನೀಡಲಾಗಿದೆ ಎಂದರು. ಸಾಮಾಜಿಕ ಜಾಲತಾಣಗಳ ಕಂಪನಿಗಳೊಂದಿಗೆ ಈ ಬಗ್ಗೆ ಚರ್ಚಿಸಲಾಗುತ್ತಿದ್ದು, ಪೋಷಕರ ಅನುಮತಿ ಕಡ್ಡಾಯಗೊಳಿಸುವ ಪ್ರಸ್ತಾವನೆ ಇದೆ. ಮಕ್ಕಳು ಆನ್‌ಲೈನ್‌ನಲ್ಲಿ ಎದುರಿಸುವ ಅಪಾಯಗಳಿಂದ ರಕ್ಷಿಸುವುದು ಸರ್ಕಾರದ ಜವಾಬ್ದಾರಿ ಎಂದು ಸಚಿವರು ಹೇಳಿದರು. (11, 1924, 609, 2007)
rafale-photo (1258, 1932, 1518, 2144)
person-figure (889, 681, 1050, 864)
masthead (1155, 8, 1470, 89)
social-body (11, 1923, 609, 2400)
divider (10, 1155, 1206, 1157)
person-figure (1313, 613, 1369, 751)
rhode-photo (1224, 581, 1512, 751)
bangladesh-body (511, 1262, 859, 1537)
brand-name-b: ಮುಗಿಲು (1269, 11, 1373, 55)
elections-dateline: ನವದೆಹಲಿ: (197, 599, 239, 612)
sign-line-2: NIRVACHAN SADAN (62, 758, 157, 769)
x-body (620, 1945, 958, 2402)
